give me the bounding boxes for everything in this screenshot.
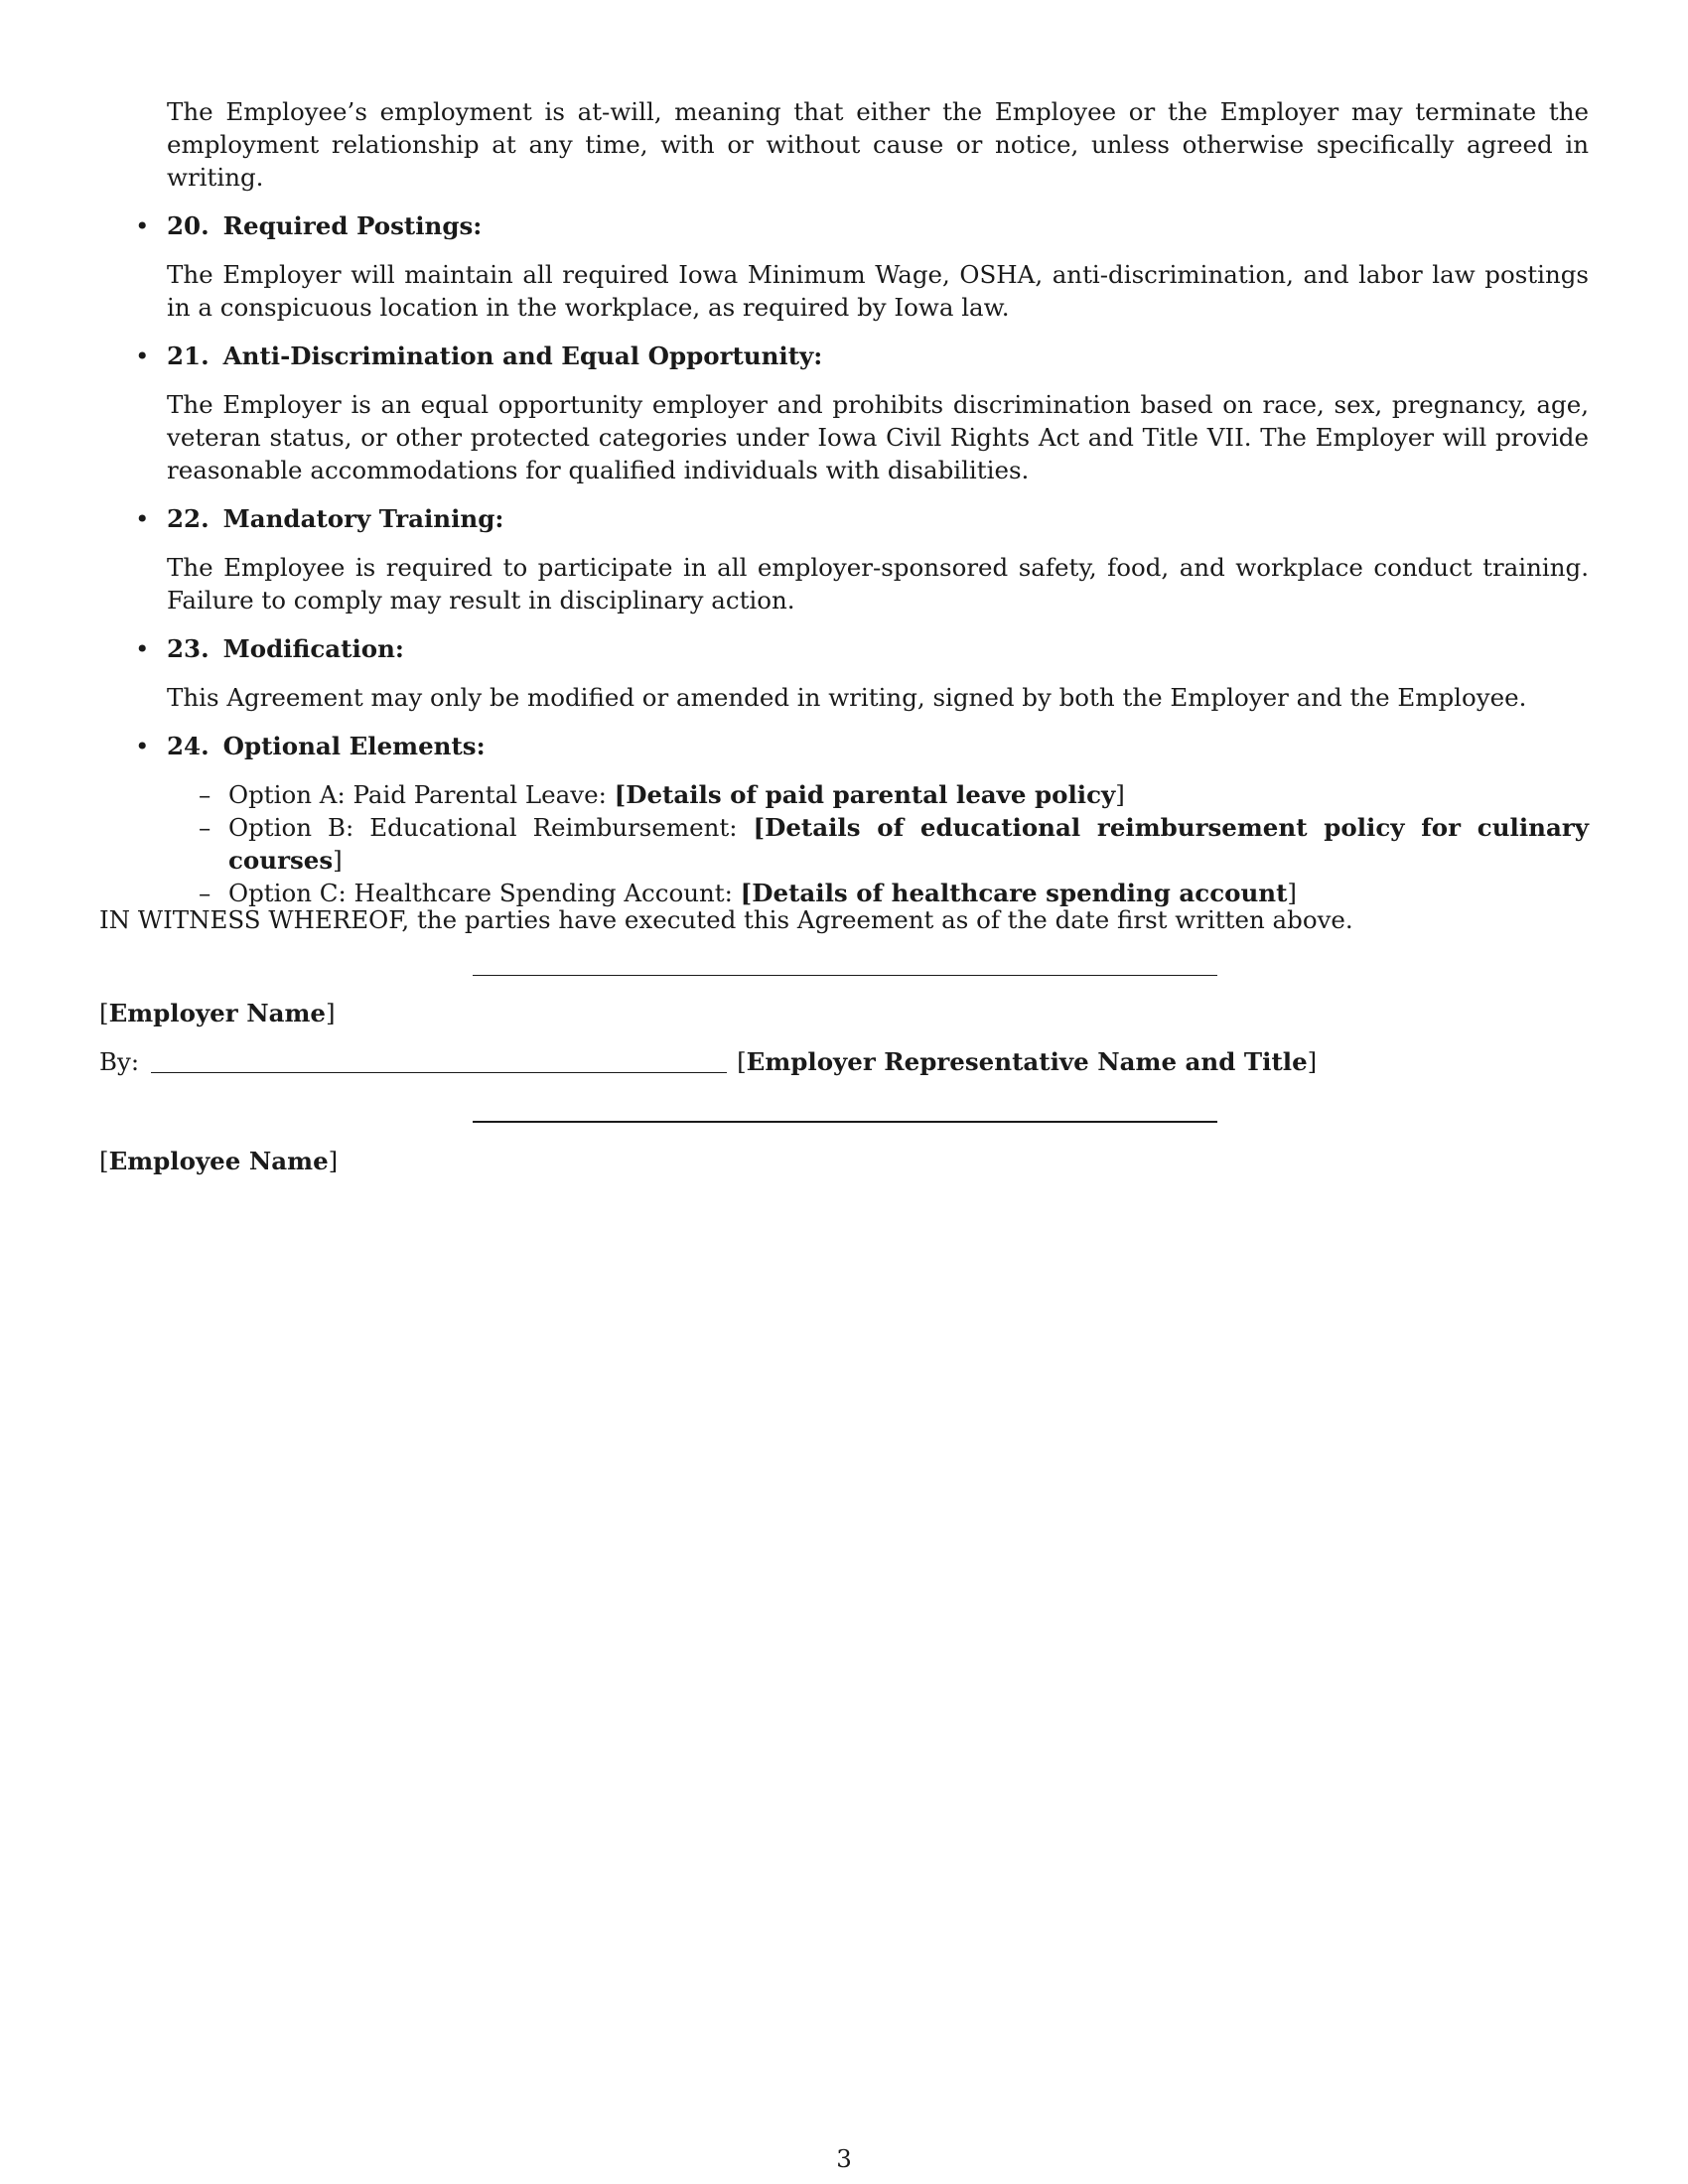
dash-icon: –	[199, 879, 211, 907]
bullet-icon: •	[135, 732, 150, 760]
section-title: Modification:	[222, 634, 404, 663]
section-title: Anti-Discrimination and Equal Opportunity:	[222, 341, 823, 370]
bullet-icon: •	[135, 634, 150, 663]
dash-icon: –	[199, 780, 211, 809]
option-label: Option B: Educational Reimbursement:	[228, 813, 754, 842]
page-number: 3	[836, 2144, 852, 2173]
at-will-paragraph: The Employee’s employment is at-will, meaning that either the Employee or the Employer may terminate the employment relationship at any time, with or without cause or notice, unless otherwise specifically agreed in writing.	[167, 97, 1589, 192]
bullet-icon: •	[135, 211, 150, 240]
witness-statement: IN WITNESS WHEREOF, the parties have executed this Agreement as of the date first written above.	[99, 905, 1353, 934]
section-number: 21.	[167, 341, 210, 370]
section-number: 24.	[167, 732, 210, 760]
section-24-heading	[99, 730, 1589, 762]
section-20-body: The Employer will maintain all required Iowa Minimum Wage, OSHA, anti-discrimination, and labor law postings in a conspicuous location in the workplace, as required by Iowa law.	[167, 260, 1589, 322]
by-label: By:	[99, 1047, 140, 1076]
dash-icon: –	[199, 813, 211, 842]
employer-representative-placeholder: Employer Representative Name and Title	[746, 1047, 1308, 1076]
employer-signature-line	[473, 975, 1217, 976]
employee-name-block: [Employee Name]	[99, 1147, 339, 1175]
section-number: 20.	[167, 211, 210, 240]
employer-by-block: By: [Employer Representative Name and Title]	[99, 1047, 1318, 1076]
option-detail-placeholder: Details of educational reimbursement policy for culinary courses	[228, 813, 1589, 875]
optional-elements-list	[99, 778, 1589, 909]
section-23-heading	[99, 632, 1589, 665]
section-title: Optional Elements:	[222, 732, 486, 760]
option-detail-placeholder: Details of paid parental leave policy	[626, 780, 1116, 809]
section-20-heading	[99, 209, 1589, 242]
option-c-item: – Option C: Healthcare Spending Account: [Details of healthcare spending account]	[199, 879, 1297, 907]
option-label: Option A: Paid Parental Leave:	[228, 780, 615, 809]
section-title: Mandatory Training:	[222, 504, 504, 533]
by-signature-line	[151, 1072, 727, 1073]
employee-signature-line	[473, 1121, 1217, 1123]
section-23-body: This Agreement may only be modified or amended in writing, signed by both the Employer and the Employee.	[167, 683, 1527, 712]
section-22-heading	[99, 502, 1589, 535]
section-title: Required Postings:	[222, 211, 483, 240]
document-body	[99, 95, 1589, 925]
section-22-body: The Employee is required to participate in all employer-sponsored safety, food, and workplace conduct training. Failure to comply may result in disciplinary action.	[167, 553, 1589, 614]
section-number: 23.	[167, 634, 210, 663]
bullet-icon: •	[135, 341, 150, 370]
bullet-icon: •	[135, 504, 150, 533]
option-b-item: – Option B: Educational Reimbursement: [Details of educational reimbursement policy for culinary courses]	[199, 813, 1589, 875]
section-21-body: The Employer is an equal opportunity employer and prohibits discrimination based on race, sex, pregnancy, age, veteran status, or other protected categories under Iowa Civil Rights Act and Title VII. The Employer will provide reasonable accommodations for qualified individuals with disabilities.	[167, 390, 1589, 484]
option-a-item: – Option A: Paid Parental Leave: [Details of paid parental leave policy]	[199, 780, 1125, 809]
employer-name-placeholder: Employer Name	[108, 999, 326, 1027]
section-number: 22.	[167, 504, 210, 533]
employee-name-placeholder: Employee Name	[108, 1147, 329, 1175]
employer-name-block: [Employer Name]	[99, 999, 336, 1027]
option-label: Option C: Healthcare Spending Account:	[228, 879, 741, 907]
section-21-heading	[99, 340, 1589, 372]
option-detail-placeholder: Details of healthcare spending account	[752, 879, 1288, 907]
